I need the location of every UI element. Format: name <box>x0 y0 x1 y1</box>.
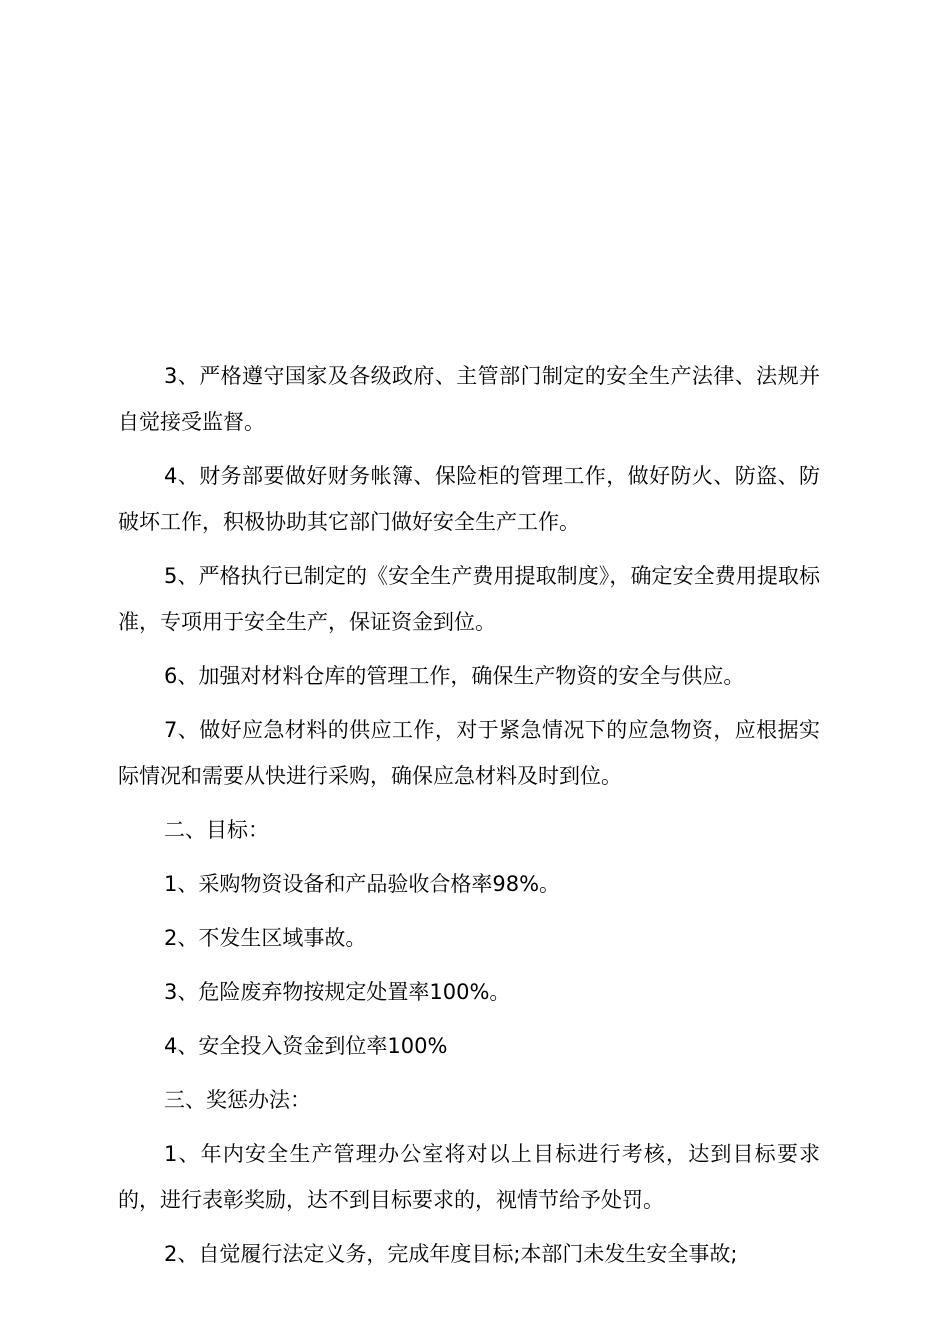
paragraph-item-4-finance: 4、财务部要做好财务帐簿、保险柜的管理工作，做好防火、防盗、防破坏工作，积极协助其它部门做好安全生产工作。 <box>118 464 820 534</box>
section-heading-targets: 二、目标： <box>164 818 269 842</box>
reward-item-2: 2、自觉履行法定义务，完成年度目标;本部门未发生安全事故; <box>164 1242 738 1266</box>
target-item-3: 3、危险废弃物按规定处置率100%。 <box>164 980 511 1004</box>
section-heading-rewards: 三、奖惩办法： <box>164 1088 311 1112</box>
target-item-2: 2、不发生区域事故。 <box>164 926 367 950</box>
document-body <box>118 353 820 1285</box>
paragraph-item-5-funding: 5、严格执行已制定的《安全生产费用提取制度》，确定安全费用提取标准，专项用于安全生产，保证资金到位。 <box>118 564 820 634</box>
paragraph-item-3-compliance: 3、严格遵守国家及各级政府、主管部门制定的安全生产法律、法规并自觉接受监督。 <box>118 364 820 434</box>
paragraph-item-7-emergency: 7、做好应急材料的供应工作，对于紧急情况下的应急物资，应根据实际情况和需要从快进行采购，确保应急材料及时到位。 <box>118 718 820 788</box>
target-item-1: 1、采购物资设备和产品验收合格率98%。 <box>164 872 561 896</box>
paragraph-item-6-warehouse: 6、加强对材料仓库的管理工作，确保生产物资的安全与供应。 <box>164 664 745 688</box>
reward-item-1: 1、年内安全生产管理办公室将对以上目标进行考核，达到目标要求的，进行表彰奖励，达不到目标要求的，视情节给予处罚。 <box>118 1142 820 1212</box>
target-item-4: 4、安全投入资金到位率100% <box>164 1034 448 1058</box>
